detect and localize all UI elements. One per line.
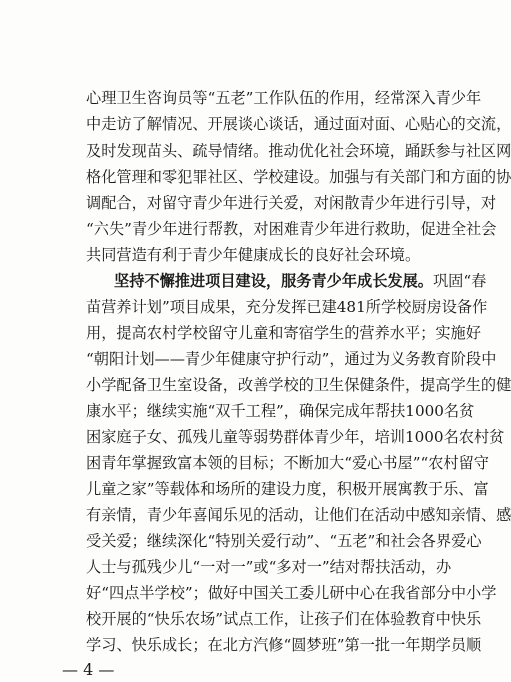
text-line: 调配合，对留守青少年进行关爱，对闲散青少年进行引导，对 (86, 194, 497, 212)
text-line: 困青年掌握致富本领的目标；不断加大“爱心书屋”“农村留守 (86, 454, 489, 472)
text-line: “朝阳计划——青少年健康守护行动”，通过为义务教育阶段中 (86, 350, 497, 368)
text-line: 用，提高农村学校留守儿童和寄宿学生的营养水平；实施好 (86, 324, 481, 342)
text-line: 格化管理和零犯罪社区、学校建设。加强与有关部门和方面的协 (86, 168, 511, 186)
text-line: 中走访了解情况、开展谈心谈话，通过面对面、心贴心的交流， (86, 115, 511, 133)
text-fragment: 巩固“春 (432, 272, 487, 290)
text-line: 学习、快乐成长；在北方汽修“圆梦班”第一批一年期学员顺 (86, 636, 482, 654)
text-line: 儿童之家”等载体和场所的建设力度，积极开展寓教于乐、富 (86, 480, 489, 498)
text-line: 康水平；继续实施“双千工程”，确保完成年帮扶1000名贫 (86, 402, 475, 420)
text-line: 及时发现苗头、疏导情绪。推动优化社会环境，踊跃参与社区网 (86, 142, 511, 160)
paragraph-heading: 坚持不懈推进项目建设，服务青少年成长发展。 (114, 272, 433, 290)
text-line: 心理卫生咨询员等“五老”工作队伍的作用，经常深入青少年 (86, 89, 482, 107)
text-line: 苗营养计划”项目成果，充分发挥已建481所学校厨房设备作 (86, 298, 488, 316)
paragraph-heading-line (114, 271, 487, 291)
text-line: 困家庭子女、孤残儿童等弱势群体青少年，培训1000名农村贫 (86, 428, 505, 446)
text-line: 好“四点半学校”；做好中国关工委儿研中心在我省部分中小学 (86, 584, 497, 602)
text-line: 小学配备卫生室设备，改善学校的卫生保健条件，提高学生的健 (86, 376, 511, 394)
text-line: 人士与孤残少儿“一对一”或“多对一”结对帮扶活动，办 (86, 558, 452, 576)
text-line: 共同营造有利于青少年健康成长的良好社会环境。 (86, 246, 421, 264)
text-line: 校开展的“快乐农场”试点工作，让孩子们在体验教育中快乐 (86, 610, 482, 628)
text-line: 有亲情，青少年喜闻乐见的活动，让他们在活动中感知亲情、感 (86, 506, 511, 524)
text-line: 受关爱；继续深化“特别关爱行动”、“五老”和社会各界爱心 (86, 532, 482, 550)
page-number: — 4 — (62, 660, 115, 679)
text-line: “六失”青少年进行帮教，对困难青少年进行救助，促进全社会 (86, 220, 497, 238)
